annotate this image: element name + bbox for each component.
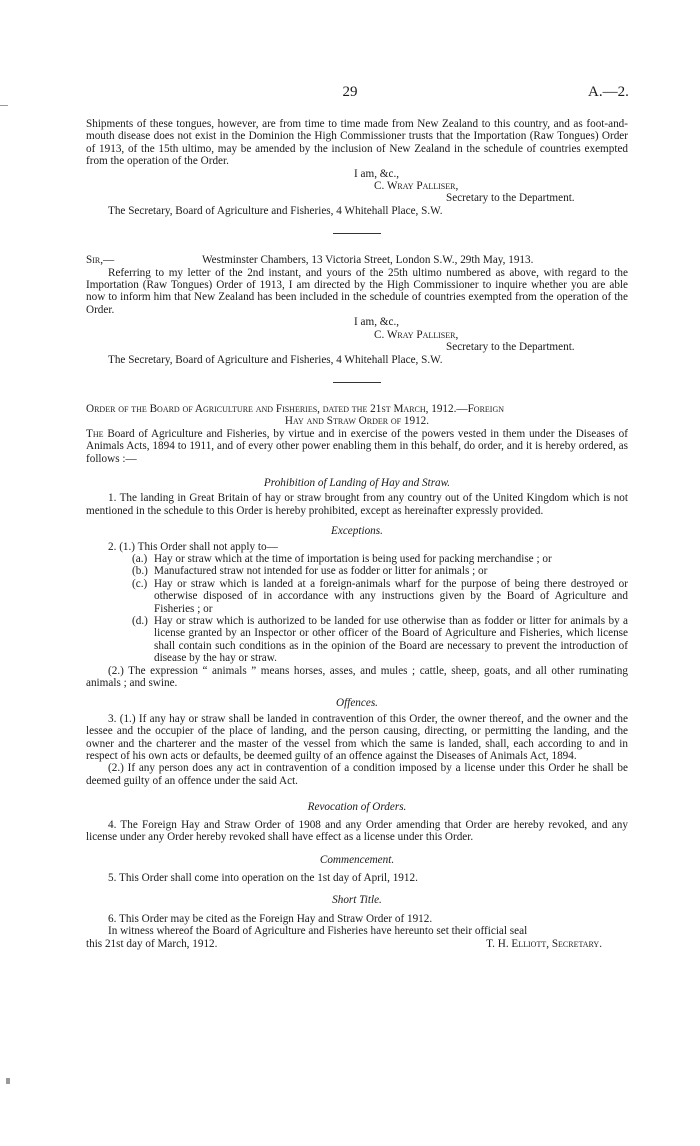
- exception-label: (b.): [132, 565, 148, 578]
- exception-label: (d.): [132, 615, 148, 627]
- letter2-salutation: Sir,—: [86, 254, 115, 267]
- section2-heading: Exceptions.: [331, 525, 383, 538]
- section1-text: 1. The landing in Great Britain of hay or straw brought from any country out of the United Kingdom which is not mentioned in the schedule to this Order is hereby prohibited, except as hereinafter expressly provided.: [86, 492, 628, 517]
- order-title-line2: Hay and Straw Order of 1912.: [284, 415, 430, 428]
- letter2-addressee: The Secretary, Board of Agriculture and Fisheries, 4 Whitehall Place, S.W.: [108, 353, 443, 366]
- letter1-title: Secretary to the Department.: [446, 192, 575, 205]
- order-title-line1: Order of the Board of Agriculture and Fisheries, dated the 21st March, 1912.—Foreign: [86, 402, 505, 415]
- exception-text: Hay or straw which at the time of importation is being used for packing merchandise ; or: [154, 552, 552, 565]
- witness-text: In witness whereof the Board of Agriculture and Fisheries have hereunto set their official seal: [108, 925, 528, 938]
- section6-text: 6. This Order may be cited as the Foreign Hay and Straw Order of 1912.: [108, 912, 433, 925]
- letter2-dateline: Westminster Chambers, 13 Victoria Street, London S.W., 29th May, 1913.: [202, 254, 534, 267]
- scan-mark-left-1: [0, 105, 8, 106]
- section5-heading: Commencement.: [319, 853, 395, 866]
- exception-item-c: [132, 578, 628, 615]
- exception-item-d: [132, 615, 628, 665]
- section2-subsection2: (2.) The expression “ animals ” means horses, asses, and mules ; cattle, sheep, goats, and all other ruminating animals ; and swine.: [86, 664, 628, 690]
- exception-label: (c.): [132, 577, 148, 590]
- witness-date: this 21st day of March, 1912.: [86, 937, 218, 950]
- letter2-signatory: C. Wray Palliser,: [374, 328, 459, 341]
- section1-heading: Prohibition of Landing of Hay and Straw.: [263, 476, 451, 489]
- exception-text: Hay or straw which is authorized to be landed for use otherwise than as fodder or litter for animals by a license granted by an Inspector or other officer of the Board of Agriculture and Fisheries, which license shall contain such conditions as in the opinion of the Board are necessary to prevent the introduction of disease by the hay or straw.: [154, 615, 628, 665]
- letter1-addressee: The Secretary, Board of Agriculture and Fisheries, 4 Whitehall Place, S.W.: [108, 204, 443, 217]
- order-preamble: [86, 428, 628, 465]
- letter2-body: Referring to my letter of the 2nd instant, and yours of the 25th ultimo numbered as above, with regard to the Importation (Raw Tongues) Order of 1913, I am directed by the High Commissioner to inquire whether you are able now to inform him that New Zealand has been included in the schedule of countries exempted from the operation of the Order.: [86, 266, 628, 316]
- section4-text: 4. The Foreign Hay and Straw Order of 1908 and any Order amending that Order are hereby revoked, and any license under any Order hereby revoked shall have effect as a license under this Order.: [86, 818, 628, 844]
- section4-heading: Revocation of Orders.: [307, 801, 407, 814]
- page-number: 29: [342, 84, 358, 100]
- exception-text: Hay or straw which is landed at a foreign-animals wharf for the purpose of being there destroyed or otherwise disposed of in accordance with any instructions given by the Board of Agriculture and Fisheries ; or: [154, 577, 628, 615]
- order-preamble-text: Board of Agriculture and Fisheries, by virtue and in exercise of the powers vested in them under the Diseases of Animals Acts, 1894 to 1911, and of every other power enabling them in this behalf, do order, and it is hereby ordered, as follows :—: [86, 427, 628, 465]
- witness-signatory: T. H. Elliott, Secretary.: [486, 937, 602, 950]
- letter2-title: Secretary to the Department.: [446, 341, 575, 354]
- letter1-body: Shipments of these tongues, however, are from time to time made from New Zealand to this country, and as foot-and-mouth disease does not exist in the Dominion the High Commissioner trusts that the Importation (Raw Tongues) Order of 1913, of the 15th ultimo, may be amended by the inclusion of New Zealand in the schedule of countries exempted from the operation of the Order.: [86, 118, 628, 168]
- exception-item-a: [132, 553, 628, 565]
- scan-mark-left-2: [6, 1078, 10, 1084]
- section5-text: 5. This Order shall come into operation on the 1st day of April, 1912.: [108, 871, 418, 884]
- section6-heading: Short Title.: [332, 894, 382, 907]
- section3-heading: Offences.: [336, 697, 378, 710]
- page-content: [86, 118, 628, 950]
- letter1-signatory: C. Wray Palliser,: [374, 180, 459, 193]
- section2-exceptions-list: [86, 553, 628, 665]
- document-reference: A.—2.: [588, 84, 629, 100]
- section2-intro: 2. (1.) This Order shall not apply to—: [108, 540, 278, 553]
- section3-subsection1: 3. (1.) If any hay or straw shall be landed in contravention of this Order, the owner thereof, and the owner and the lessee and the occupier of the place of landing, and the person causing, directing, or permitting the landing, and the owner and the charterer and the master of the vessel from which the same is landed, shall, each according to and in respect of his own acts or defaults, be deemed guilty of an offence against the Diseases of Animals Act, 1894.: [86, 712, 628, 763]
- exception-label: (a.): [132, 552, 148, 565]
- letter1-closing: I am, &c.,: [354, 167, 400, 180]
- letter2-closing: I am, &c.,: [354, 316, 400, 329]
- section3-subsection2: (2.) If any person does any act in contravention of a condition imposed by a license under this Order he shall be deemed guilty of an offence under the said Act.: [86, 762, 628, 787]
- exception-item-b: [132, 565, 628, 577]
- letter2-header: [86, 254, 628, 266]
- exception-text: Manufactured straw not intended for use as fodder or litter for animals ; or: [154, 565, 488, 578]
- witness-signature-line: [86, 938, 628, 950]
- order-preamble-lead: The: [86, 427, 104, 440]
